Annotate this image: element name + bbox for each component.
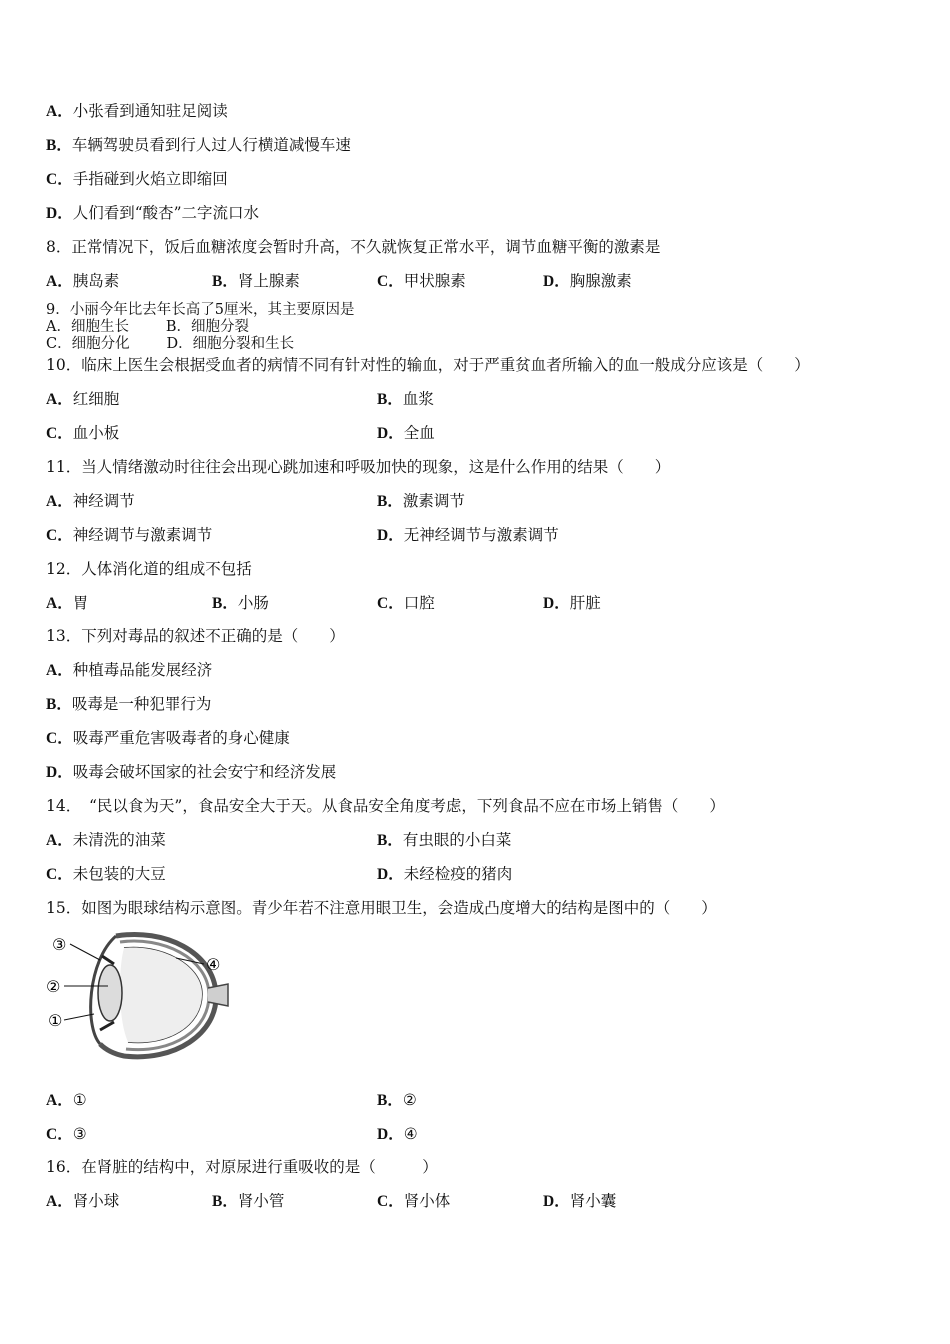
q9-options-row-1: A．细胞生长 B．细胞分裂 [46,319,249,335]
option-letter: C． [46,425,73,442]
option-text: 吸毒会破坏国家的社会安宁和经济发展 [72,763,337,781]
option-text: 未经检疫的猪肉 [403,865,513,883]
option-text: ④ [403,1125,418,1143]
option-text: 胸腺激素 [569,272,632,290]
option-text: 甲状腺素 [403,272,466,290]
option-letter: A． [46,595,73,612]
q16-option-a [46,1191,119,1212]
figure-label-3: ③ [52,935,67,954]
q15-stem: 15．如图为眼球结构示意图。青少年若不注意用眼卫生，会造成凸度增大的结构是图中的（ ） [46,899,717,917]
q14-option-c [46,864,166,885]
option-letter: C． [377,595,404,612]
option-letter: A． [46,391,73,408]
q15-option-c [46,1124,87,1145]
option-letter: B． [377,391,403,408]
option-text: 神经调节与激素调节 [72,526,213,544]
option-text: 手指碰到火焰立即缩回 [72,170,228,188]
q14-option-d [377,864,512,885]
option-text: 小张看到通知驻足阅读 [72,102,228,120]
option-letter: B． [212,273,238,290]
q7-option-b [46,135,351,156]
option-text: 胰岛素 [72,272,120,290]
q13-option-a [46,660,212,681]
q7-option-c [46,169,228,190]
q10-option-d [377,423,435,444]
option-text: 吸毒严重危害吸毒者的身心健康 [72,729,290,747]
option-letter: D． [543,273,570,290]
q7-option-d [46,203,259,224]
option-text: ② [402,1091,417,1109]
option-text: 肾小体 [403,1192,451,1210]
option-text: 肾小球 [72,1192,120,1210]
option-text: 血浆 [402,390,434,408]
figure-label-4: ④ [206,955,221,974]
option-letter: B． [377,493,403,510]
option-letter: C． [46,866,73,883]
option-letter: C． [46,730,73,747]
option-text: 全血 [403,424,435,442]
option-letter: C． [46,171,73,188]
option-letter: A． [46,273,73,290]
option-letter: C． [377,273,404,290]
q12-stem: 12．人体消化道的组成不包括 [46,560,252,578]
q15-option-a [46,1090,87,1111]
option-letter: A． [46,1092,73,1109]
option-letter: D． [46,205,73,222]
option-text: 小肠 [237,594,269,612]
q13-option-c [46,728,290,749]
option-text: 口腔 [403,594,435,612]
figure-label-2: ② [46,977,61,996]
q8-option-a [46,271,119,292]
eyeball-lens [98,965,122,1021]
q14-option-b [377,830,511,851]
option-letter: B． [377,832,403,849]
option-letter: A． [46,103,73,120]
option-letter: D． [543,595,570,612]
option-letter: C． [46,527,73,544]
option-text: 车辆驾驶员看到行人过人行横道减慢车速 [71,136,351,154]
option-letter: A． [46,832,73,849]
option-text: 种植毒品能发展经济 [72,661,213,679]
q13-stem: 13．下列对毒品的叙述不正确的是（ ） [46,627,345,645]
option-text: 红细胞 [72,390,120,408]
option-letter: C． [46,1126,73,1143]
option-text: 未清洗的油菜 [72,831,166,849]
option-text: 吸毒是一种犯罪行为 [71,695,212,713]
q11-option-c [46,525,212,546]
q8-stem: 8．正常情况下，饭后血糖浓度会暂时升高，不久就恢复正常水平，调节血糖平衡的激素是 [46,238,661,256]
q16-stem: 16．在肾脏的结构中，对原尿进行重吸收的是（ ） [46,1158,438,1176]
q9-stem: 9．小丽今年比去年长高了5厘米，其主要原因是 [46,302,355,318]
option-letter: A． [46,662,73,679]
q12-option-b [212,593,269,614]
option-text: 肝脏 [569,594,601,612]
q11-option-d [377,525,559,546]
eyeball-diagram [44,930,230,1062]
option-text: 无神经调节与激素调节 [403,526,559,544]
q8-option-c [377,271,466,292]
option-letter: C． [377,1193,404,1210]
option-text: 未包装的大豆 [72,865,166,883]
option-text: 激素调节 [402,492,465,510]
q12-option-a [46,593,88,614]
q13-option-b [46,694,211,715]
option-letter: B． [377,1092,403,1109]
option-letter: A． [46,493,73,510]
eyeball-vitreous [120,947,202,1042]
q11-stem: 11．当人情绪激动时往往会出现心跳加速和呼吸加快的现象，这是什么作用的结果（ ） [46,458,671,476]
q10-option-c [46,423,119,444]
label-3-leader [70,944,100,960]
q8-option-d [543,271,632,292]
option-letter: B． [212,595,238,612]
q11-option-a [46,491,135,512]
option-text: 神经调节 [72,492,135,510]
q12-option-d [543,593,601,614]
q16-option-d [543,1191,616,1212]
option-text: 人们看到“酸杏”二字流口水 [72,204,260,222]
option-letter: B． [212,1193,238,1210]
option-text: 有虫眼的小白菜 [402,831,512,849]
option-text: 肾小囊 [569,1192,617,1210]
option-text: 血小板 [72,424,120,442]
option-letter: D． [543,1193,570,1210]
q13-option-d [46,762,336,783]
option-text: 胃 [72,594,89,612]
option-text: ① [72,1091,87,1109]
option-letter: D． [377,425,404,442]
option-letter: B． [46,696,72,713]
q14-stem: 14． “民以食为天”，食品安全大于天。从食品安全角度考虑，下列食品不应在市场上销售（ ） [46,797,725,815]
figure-label-1: ① [48,1011,63,1030]
option-letter: D． [46,764,73,781]
q10-stem: 10．临床上医生会根据受血者的病情不同有针对性的输血，对于严重贫血者所输入的血一般成分应该是（ ） [46,356,810,374]
q14-option-a [46,830,166,851]
option-letter: D． [377,866,404,883]
eyeball-optic-nerve [208,984,228,1006]
q10-option-a [46,389,119,410]
option-letter: D． [377,1126,404,1143]
q10-option-b [377,389,434,410]
option-text: 肾小管 [237,1192,285,1210]
option-letter: B． [46,137,72,154]
q16-option-c [377,1191,450,1212]
label-1-leader [64,1014,94,1020]
q16-option-b [212,1191,284,1212]
q15-option-d [377,1124,418,1145]
q15-option-b [377,1090,417,1111]
q8-option-b [212,271,300,292]
q12-option-c [377,593,435,614]
q11-option-b [377,491,465,512]
option-text: 肾上腺素 [237,272,300,290]
option-letter: A． [46,1193,73,1210]
option-letter: D． [377,527,404,544]
q7-option-a [46,101,228,122]
option-text: ③ [72,1125,87,1143]
q9-options-row-2: C．细胞分化 D．细胞分裂和生长 [46,336,295,352]
